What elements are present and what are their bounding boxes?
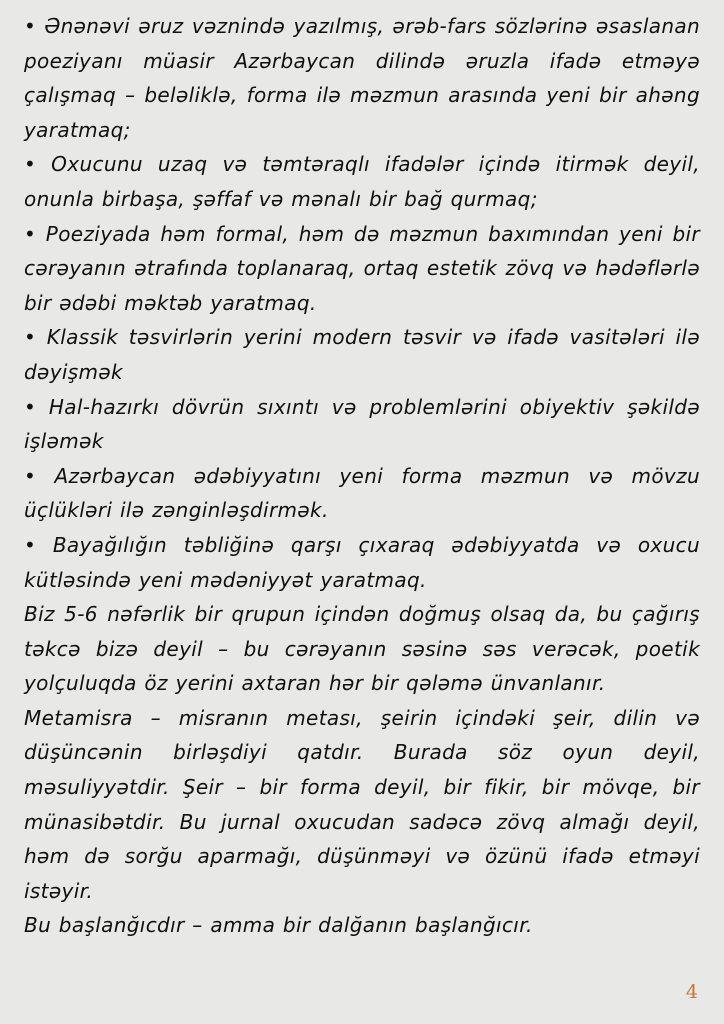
bullet-reader-connection: • Oxucunu uzaq və təmtəraqlı ifadələr içində itirmək deyil, onunla birbaşa, şəffaf və mənalı bir bağ qurmaq; — [24, 152, 700, 211]
body-text — [24, 9, 700, 943]
paragraph-group-call: Biz 5-6 nəfərlik bir qrupun içindən doğmuş olsaq da, bu çağırış təkcə bizə deyil – bu cərəyanın səsinə səs verəcək, poetik yolçuluqda öz yerini axtaran hər bir qələmə ünvanlanır. — [24, 602, 700, 696]
bullet-modern-imagery: • Klassik təsvirlərin yerini modern təsvir və ifadə vasitələri ilə dəyişmək — [24, 325, 700, 384]
paragraph-metamisra: Metamisra – misranın metası, şeirin içindəki şeir, dilin və düşüncənin birləşdiyi qatdır. Burada söz oyun deyil, məsuliyyətdir. Şeir – bir forma deyil, bir fikir, bir mövqe, bir münasibətdir. Bu jurnal oxucudan sadəcə zövq almağı deyil, həm də sorğu aparmağı, düşünməyi və özünü ifadə etməyi istəyir. — [24, 705, 700, 903]
bullet-aruz-poetry: • Ənənəvi əruz vəznində yazılmış, ərəb-fars sözlərinə əsaslanan poeziyanı müasir Azərbaycan dilində əruzla ifadə etməyə çalışmaq – beləliklə, forma ilə məzmun arasında yeni bir ahəng yaratmaq; — [24, 14, 700, 142]
page-number: 4 — [685, 981, 698, 1003]
bullet-current-problems: • Hal-hazırkı dövrün sıxıntı və problemlərini obiyektiv şəkildə işləmək — [24, 394, 700, 454]
paragraph-closing: Bu başlanğıcdır – amma bir dalğanın başlanğıcır. — [24, 913, 533, 938]
bullet-enrich-literature: • Azərbaycan ədəbiyyatını yeni forma məzmun və mövzu üçlükləri ilə zənginləşdirmək. — [24, 463, 700, 523]
bullet-literary-school: • Poeziyada həm formal, həm də məzmun baxımından yeni bir cərəyanın ətrafında toplanaraq, ortaq estetik zövq və hədəflərlə bir ədəbi məktəb yaratmaq. — [24, 221, 700, 315]
bullet-against-vulgarity: • Bayağılığın təbliğinə qarşı çıxaraq ədəbiyyatda və oxucu kütləsində yeni mədəniyyət yaratmaq. — [24, 532, 700, 592]
